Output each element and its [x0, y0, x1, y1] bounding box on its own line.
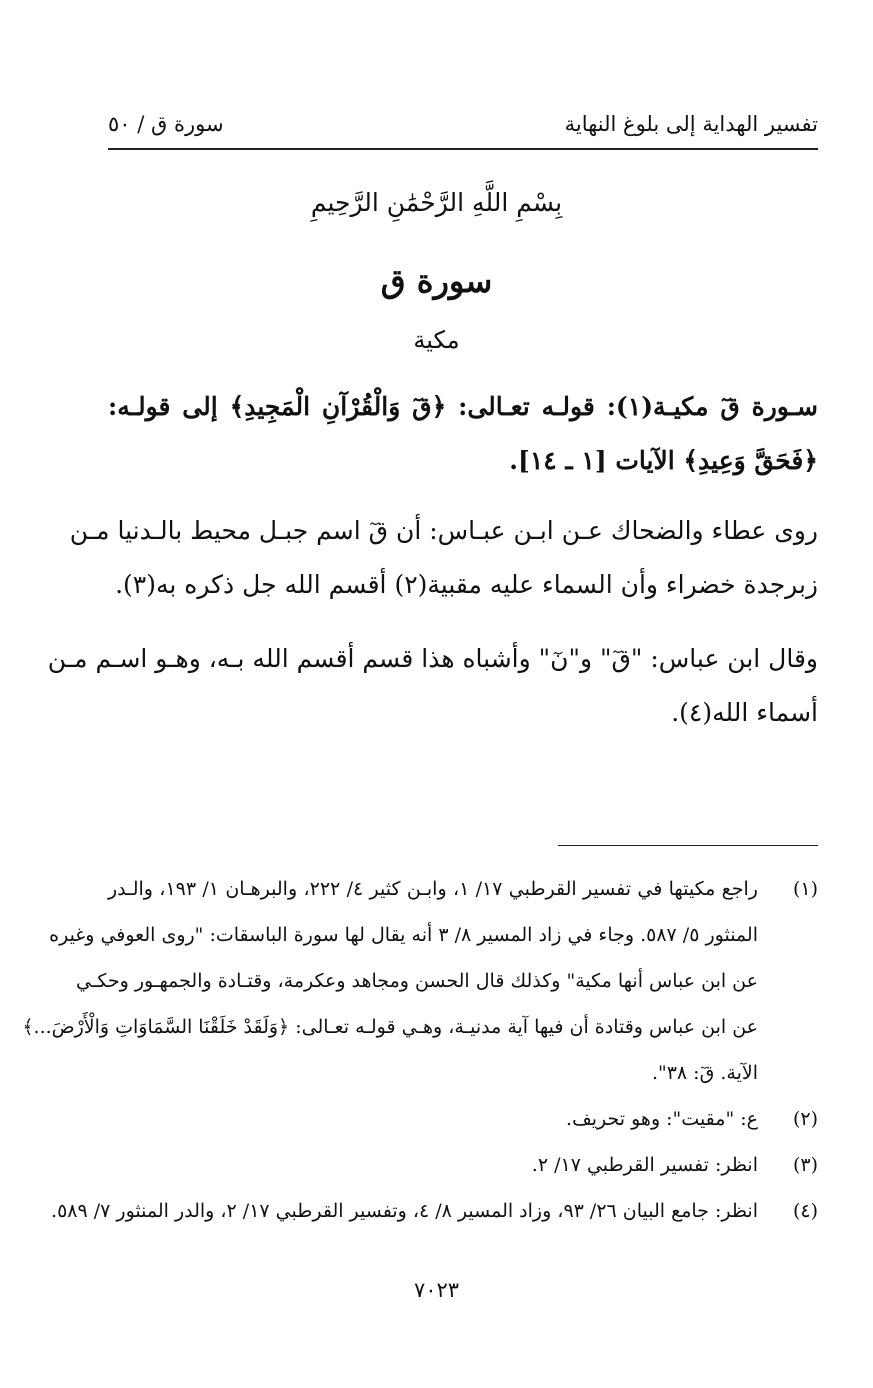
intro-paragraph [108, 380, 818, 488]
footnote-line: انظر: تفسير القرطبي ١٧/ ٢. [531, 1154, 758, 1176]
text-line: وقال ابن عباس: "قٓ" و"نٓ" وأشباه هذا قسم أقسم الله بـه، وهـو اسـم مـن [47, 644, 818, 673]
footnote-number: (٤) [792, 1200, 818, 1222]
book-title: تفسير الهداية إلى بلوغ النهاية [564, 112, 818, 136]
footnotes [22, 866, 818, 1234]
surah-reference: سورة ق / ٥٠ [108, 112, 224, 136]
footnote-1 [22, 866, 818, 1096]
footnote-divider [558, 845, 818, 846]
footnote-line: عن ابن عباس أنها مكية" وكذلك قال الحسن ومجاهد وعكرمة، وقتـادة والجمهـور وحكـي [76, 970, 758, 992]
paragraph-1 [69, 504, 818, 612]
running-header [108, 112, 818, 142]
footnote-line: راجع مكيتها في تفسير القرطبي ١٧/ ١، وابـن كثير ٤/ ٢٢٢، والبرهـان ١/ ١٩٣، والـدر [108, 878, 758, 900]
surah-title: سورة ق [380, 262, 493, 300]
footnote-line: الآية. قٓ: ٣٨". [651, 1062, 758, 1084]
basmala: بِسْمِ اللَّهِ الرَّحْمَٰنِ الرَّحِيمِ [310, 188, 563, 217]
text-line: أسماء الله(٤). [671, 698, 818, 727]
header-divider [108, 148, 818, 150]
footnote-line: عن ابن عباس وقتادة أن فيها آية مدنيـة، وهـي قولـه تعـالى: ﴿وَلَقَدْ خَلَقْنَا السَّمَاوَاتِ وَالْأَرْضَ...﴾ [22, 1016, 758, 1038]
paragraph-2 [47, 632, 818, 740]
footnote-line: المنثور ٥/ ٥٨٧. وجاء في زاد المسير ٨/ ٣ أنه يقال لها سورة الباسقات: "روى العوفي وغيره [49, 924, 758, 946]
text-line: روى عطاء والضحاك عـن ابـن عبـاس: أن قٓ اسم جبـل محيط بالـدنيا مـن [69, 516, 818, 545]
text-line: ﴿فَحَقَّ وَعِيدِ﴾ الآيات [١ ـ ١٤]. [509, 446, 818, 475]
footnote-line: انظر: جامع البيان ٢٦/ ٩٣، وزاد المسير ٨/ ٤، وتفسير القرطبي ١٧/ ٢، والدر المنثور ٧/ ٥٨٩. [51, 1200, 758, 1222]
text-line: زبرجدة خضراء وأن السماء عليه مقبية(٢) أقسم الله جل ذكره به(٣). [115, 570, 818, 599]
footnote-2 [108, 1096, 818, 1142]
text-line: سـورة قٓ مكيـة(١): قولـه تعـالى: ﴿قٓ وَالْقُرْآنِ الْمَجِيدِ﴾ إلى قولـه: [108, 392, 818, 421]
footnote-number: (٣) [792, 1154, 818, 1176]
footnote-line: ع: "مقيت": وهو تحريف. [566, 1108, 758, 1130]
page-number: ٧٠٢٣ [413, 1278, 460, 1302]
footnote-4 [51, 1188, 818, 1234]
footnote-3 [108, 1142, 818, 1188]
footnote-number: (٢) [792, 1108, 818, 1130]
footnote-number: (١) [792, 878, 818, 900]
surah-type: مكية [413, 326, 460, 354]
